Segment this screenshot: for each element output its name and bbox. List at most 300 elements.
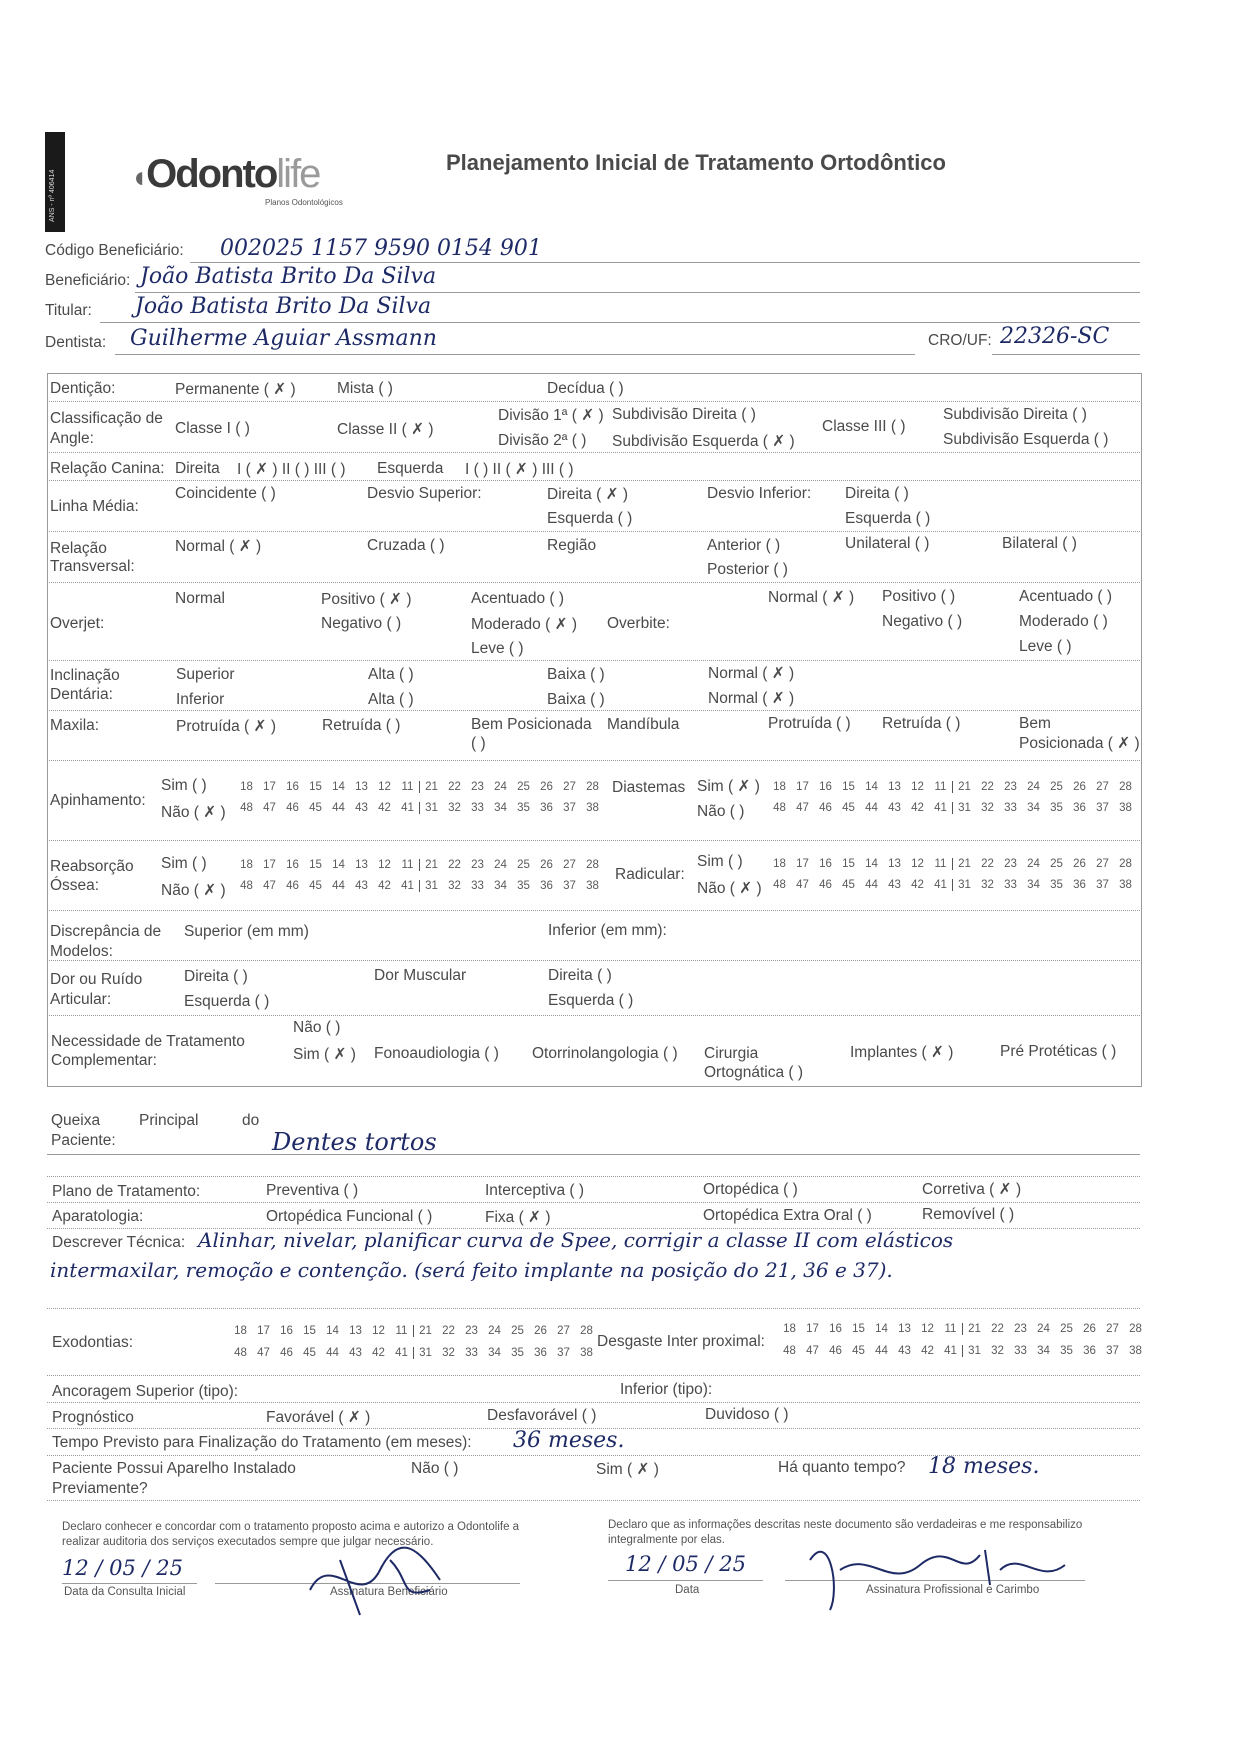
tooth-number[interactable]: 22 <box>442 1325 455 1337</box>
data-consulta-label: Data da Consulta Inicial <box>64 1586 186 1598</box>
tecnica-line-1[interactable]: Alinhar, nivelar, planificar curva de Spee, corrigir a classe II com elásticos <box>198 1228 954 1252</box>
tooth-number[interactable]: 17 <box>796 858 809 870</box>
tooth-number[interactable]: 41 <box>401 802 414 814</box>
tooth-number[interactable]: 43 <box>888 879 901 891</box>
tooth-number[interactable]: 15 <box>842 858 855 870</box>
tooth-number[interactable]: 43 <box>888 802 901 814</box>
tooth-number[interactable]: 34 <box>494 880 507 892</box>
tooth-number[interactable]: 34 <box>1037 1345 1050 1357</box>
tooth-number[interactable]: 22 <box>448 859 461 871</box>
tooth-number[interactable]: 28 <box>1129 1323 1142 1335</box>
tooth-number[interactable]: 45 <box>852 1345 865 1357</box>
tooth-number[interactable]: 22 <box>981 858 994 870</box>
linha-media-coincidente[interactable]: Coincidente ( ) <box>175 485 276 502</box>
tooth-number[interactable]: 24 <box>488 1325 501 1337</box>
tooth-number[interactable]: 14 <box>865 781 878 793</box>
tooth-number[interactable]: 36 <box>534 1347 547 1359</box>
tooth-number[interactable]: 15 <box>842 781 855 793</box>
tooth-number[interactable]: 42 <box>911 879 924 891</box>
tooth-number[interactable]: 12 <box>372 1325 385 1337</box>
tooth-number[interactable]: 45 <box>309 802 322 814</box>
tooth-number[interactable]: 45 <box>842 879 855 891</box>
tooth-number[interactable]: 36 <box>1073 879 1086 891</box>
angle-classe-1[interactable]: Classe I ( ) <box>175 420 250 437</box>
tooth-number[interactable]: 31 <box>952 802 976 814</box>
tooth-number[interactable]: 34 <box>494 802 507 814</box>
tooth-number[interactable]: 44 <box>865 879 878 891</box>
tooth-number[interactable]: 26 <box>540 859 553 871</box>
tooth-number[interactable]: 26 <box>1083 1323 1096 1335</box>
overjet-acentuado[interactable]: Acentuado ( ) <box>471 590 565 607</box>
aparatologia-extra-oral[interactable]: Ortopédica Extra Oral ( ) <box>703 1207 872 1224</box>
tooth-number[interactable]: 37 <box>557 1347 570 1359</box>
tooth-number[interactable]: 33 <box>1004 802 1017 814</box>
tooth-number[interactable]: 17 <box>263 781 276 793</box>
tooth-number[interactable]: 37 <box>563 880 576 892</box>
tooth-number[interactable]: 36 <box>540 802 553 814</box>
tooth-number[interactable]: 17 <box>263 859 276 871</box>
tooth-number[interactable]: 23 <box>465 1325 478 1337</box>
tooth-number[interactable]: 33 <box>465 1347 478 1359</box>
maxila-bem-posicionada[interactable]: Bem Posicionada <box>471 716 592 733</box>
tooth-number[interactable]: 17 <box>796 781 809 793</box>
inclinacao-inferior-normal[interactable]: Normal ( ✗ ) <box>708 690 795 707</box>
tooth-number[interactable]: 45 <box>842 802 855 814</box>
complementar-implantes[interactable]: Implantes ( ✗ ) <box>850 1044 954 1061</box>
tooth-number[interactable]: 46 <box>280 1347 293 1359</box>
prognostico-desfavoravel[interactable]: Desfavorável ( ) <box>487 1407 597 1424</box>
tooth-number[interactable]: 21 <box>413 1325 437 1337</box>
tooth-number[interactable]: 27 <box>1106 1323 1119 1335</box>
tooth-number[interactable]: 37 <box>1096 802 1109 814</box>
tooth-number[interactable]: 46 <box>829 1345 842 1357</box>
mandibula-retruida[interactable]: Retruída ( ) <box>882 715 961 732</box>
tooth-number[interactable]: 24 <box>1027 781 1040 793</box>
tooth-number[interactable]: 25 <box>1050 781 1063 793</box>
maxila-bem-posicionada-mark[interactable]: ( ) <box>471 735 486 752</box>
inclinacao-superior-normal[interactable]: Normal ( ✗ ) <box>708 665 795 682</box>
aparelho-sim[interactable]: Sim ( ✗ ) <box>596 1461 659 1478</box>
tooth-number[interactable]: 23 <box>1004 858 1017 870</box>
tooth-number[interactable]: 37 <box>1096 879 1109 891</box>
tecnica-line-2[interactable]: intermaxilar, remoção e contenção. (será feito implante na posição do 21, 36 e 37). <box>50 1258 893 1282</box>
tooth-number[interactable]: 44 <box>326 1347 339 1359</box>
tooth-number[interactable]: 43 <box>355 880 368 892</box>
tooth-number[interactable]: 21 <box>952 781 976 793</box>
angle-classe-3[interactable]: Classe III ( ) <box>822 418 906 435</box>
tooth-number[interactable]: 25 <box>511 1325 524 1337</box>
tooth-number[interactable]: 21 <box>419 859 443 871</box>
ruido-direita[interactable]: Direita ( ) <box>184 968 248 985</box>
tooth-number[interactable]: 22 <box>991 1323 1004 1335</box>
tooth-number[interactable]: 28 <box>586 859 599 871</box>
transversal-cruzada[interactable]: Cruzada ( ) <box>367 537 445 554</box>
tooth-number[interactable]: 16 <box>286 859 299 871</box>
tooth-number[interactable]: 17 <box>806 1323 819 1335</box>
tooth-number[interactable]: 18 <box>240 781 253 793</box>
tooth-number[interactable]: 12 <box>911 781 924 793</box>
tooth-number[interactable]: 35 <box>1050 802 1063 814</box>
beneficiario-value[interactable]: João Batista Brito Da Silva <box>140 264 437 289</box>
radicular-teeth-lower <box>768 879 1137 891</box>
transversal-bilateral[interactable]: Bilateral ( ) <box>1002 535 1077 552</box>
tooth-number[interactable]: 18 <box>773 781 786 793</box>
prognostico-duvidoso[interactable]: Duvidoso ( ) <box>705 1406 789 1423</box>
tooth-number[interactable]: 11 <box>401 859 414 871</box>
tooth-number[interactable]: 13 <box>888 781 901 793</box>
tooth-number[interactable]: 32 <box>448 880 461 892</box>
tooth-number[interactable]: 27 <box>557 1325 570 1337</box>
angle-classe3-subdir[interactable]: Subdivisão Direita ( ) <box>943 406 1087 423</box>
ancoragem-superior[interactable]: Ancoragem Superior (tipo): <box>52 1383 239 1400</box>
tooth-number[interactable]: 22 <box>448 781 461 793</box>
transversal-posterior[interactable]: Posterior ( ) <box>707 561 788 578</box>
reabsorcao-nao[interactable]: Não ( ✗ ) <box>161 882 226 899</box>
radicular-sim[interactable]: Sim ( ) <box>697 853 743 870</box>
complementar-otorrino[interactable]: Otorrinolangologia ( ) <box>532 1045 678 1062</box>
tooth-number[interactable]: 14 <box>865 858 878 870</box>
tooth-number[interactable]: 47 <box>796 802 809 814</box>
tooth-number[interactable]: 46 <box>286 880 299 892</box>
tooth-number[interactable]: 14 <box>332 781 345 793</box>
tooth-number[interactable]: 43 <box>898 1345 911 1357</box>
ruido-esquerda[interactable]: Esquerda ( ) <box>184 993 270 1010</box>
plano-interceptiva[interactable]: Interceptiva ( ) <box>485 1182 585 1199</box>
overjet-normal[interactable]: Normal <box>175 590 225 607</box>
titular-value[interactable]: João Batista Brito Da Silva <box>135 294 432 319</box>
aparelho-ha-quanto-value[interactable]: 18 meses. <box>928 1454 1040 1479</box>
tooth-number[interactable]: 28 <box>1119 781 1132 793</box>
tooth-number[interactable]: 23 <box>471 781 484 793</box>
tooth-number[interactable]: 21 <box>419 781 443 793</box>
tooth-number[interactable]: 25 <box>517 781 530 793</box>
tooth-number[interactable]: 48 <box>240 802 253 814</box>
apinhamento-sim[interactable]: Sim ( ) <box>161 777 207 794</box>
tooth-number[interactable]: 33 <box>471 880 484 892</box>
tooth-number[interactable]: 32 <box>981 802 994 814</box>
transversal-normal[interactable]: Normal ( ✗ ) <box>175 538 262 555</box>
angle-classe-2[interactable]: Classe II ( ✗ ) <box>337 421 434 438</box>
tooth-number[interactable]: 38 <box>586 802 599 814</box>
tooth-number[interactable]: 42 <box>378 802 391 814</box>
tooth-number[interactable]: 41 <box>934 879 947 891</box>
tooth-number[interactable]: 42 <box>378 880 391 892</box>
tooth-number[interactable]: 12 <box>378 781 391 793</box>
tooth-number[interactable]: 35 <box>1060 1345 1073 1357</box>
tooth-number[interactable]: 47 <box>257 1347 270 1359</box>
dentista-value[interactable]: Guilherme Aguiar Assmann <box>130 326 437 351</box>
tooth-number[interactable]: 46 <box>819 802 832 814</box>
tooth-number[interactable]: 45 <box>309 880 322 892</box>
data-profissional-value[interactable]: 12 / 05 / 25 <box>625 1552 747 1576</box>
tooth-number[interactable]: 38 <box>580 1347 593 1359</box>
tooth-number[interactable]: 24 <box>494 859 507 871</box>
tooth-number[interactable]: 34 <box>1027 879 1040 891</box>
denticao-decidua[interactable]: Decídua ( ) <box>547 380 624 397</box>
tooth-number[interactable]: 47 <box>263 802 276 814</box>
apinhamento-nao[interactable]: Não ( ✗ ) <box>161 804 226 821</box>
tooth-number[interactable]: 33 <box>471 802 484 814</box>
aparatologia-removivel[interactable]: Removível ( ) <box>922 1206 1015 1223</box>
tooth-number[interactable]: 45 <box>303 1347 316 1359</box>
tooth-number[interactable]: 12 <box>911 858 924 870</box>
tooth-number[interactable]: 31 <box>962 1345 986 1357</box>
tooth-number[interactable]: 28 <box>580 1325 593 1337</box>
tooth-number[interactable]: 41 <box>401 880 414 892</box>
diastemas-sim[interactable]: Sim ( ✗ ) <box>697 778 760 795</box>
tooth-number[interactable]: 35 <box>517 802 530 814</box>
tooth-number[interactable]: 13 <box>355 859 368 871</box>
queixa-value[interactable]: Dentes tortos <box>272 1128 437 1156</box>
inclinacao-superior: Superior <box>176 666 235 683</box>
tooth-number[interactable]: 38 <box>586 880 599 892</box>
tooth-number[interactable]: 14 <box>332 859 345 871</box>
linha-media-inf-esquerda[interactable]: Esquerda ( ) <box>845 510 931 527</box>
tooth-number[interactable]: 24 <box>494 781 507 793</box>
tooth-number[interactable]: 16 <box>280 1325 293 1337</box>
tooth-number[interactable]: 32 <box>448 802 461 814</box>
overjet-label: Overjet: <box>50 615 105 632</box>
tooth-number[interactable]: 42 <box>372 1347 385 1359</box>
tooth-number[interactable]: 11 <box>934 781 947 793</box>
tooth-number[interactable]: 15 <box>309 781 322 793</box>
inclinacao-superior-baixa[interactable]: Baixa ( ) <box>547 666 605 683</box>
reabsorcao-sim[interactable]: Sim ( ) <box>161 855 207 872</box>
tooth-number[interactable]: 47 <box>806 1345 819 1357</box>
tooth-number[interactable]: 25 <box>517 859 530 871</box>
tooth-number[interactable]: 33 <box>1014 1345 1027 1357</box>
ancoragem-inferior[interactable]: Inferior (tipo): <box>620 1381 713 1398</box>
prognostico-favoravel[interactable]: Favorável ( ✗ ) <box>266 1409 371 1426</box>
mandibula-bem-posicionada[interactable]: Posicionada ( ✗ ) <box>1019 735 1140 752</box>
aparatologia-fixa[interactable]: Fixa ( ✗ ) <box>485 1209 551 1226</box>
tooth-number[interactable]: 16 <box>286 781 299 793</box>
dor-muscular-direita[interactable]: Direita ( ) <box>548 967 612 984</box>
tooth-number[interactable]: 31 <box>413 1347 437 1359</box>
aparatologia-funcional[interactable]: Ortopédica Funcional ( ) <box>266 1208 433 1225</box>
plano-ortopedica[interactable]: Ortopédica ( ) <box>703 1181 798 1198</box>
tooth-number[interactable]: 46 <box>286 802 299 814</box>
complementar-fono[interactable]: Fonoaudiologia ( ) <box>374 1045 499 1062</box>
tempo-value[interactable]: 36 meses. <box>513 1428 625 1453</box>
reabsorcao-label-1: Reabsorção <box>50 858 134 875</box>
tooth-number[interactable]: 34 <box>1027 802 1040 814</box>
tooth-number[interactable]: 37 <box>563 802 576 814</box>
tooth-number[interactable]: 48 <box>773 802 786 814</box>
aparelho-nao[interactable]: Não ( ) <box>411 1460 459 1477</box>
tooth-number[interactable]: 21 <box>952 858 976 870</box>
overbite-acentuado[interactable]: Acentuado ( ) <box>1019 588 1113 605</box>
tooth-number[interactable]: 13 <box>888 858 901 870</box>
linha-media-inf-direita[interactable]: Direita ( ) <box>845 485 909 502</box>
tooth-number[interactable]: 38 <box>1129 1345 1142 1357</box>
tooth-number[interactable]: 26 <box>540 781 553 793</box>
tooth-number[interactable]: 33 <box>1004 879 1017 891</box>
tooth-number[interactable]: 28 <box>1119 858 1132 870</box>
transversal-unilateral[interactable]: Unilateral ( ) <box>845 535 930 552</box>
tooth-number[interactable]: 26 <box>1073 781 1086 793</box>
tooth-number[interactable]: 43 <box>349 1347 362 1359</box>
inclinacao-inferior-baixa[interactable]: Baixa ( ) <box>547 691 605 708</box>
complementar-pre-proteticas[interactable]: Pré Protéticas ( ) <box>1000 1043 1117 1060</box>
complementar-label-2: Complementar: <box>51 1052 157 1069</box>
radicular-nao[interactable]: Não ( ✗ ) <box>697 880 762 897</box>
complementar-nao[interactable]: Não ( ) <box>293 1019 341 1036</box>
tooth-number[interactable]: 46 <box>819 879 832 891</box>
tooth-number[interactable]: 13 <box>349 1325 362 1337</box>
tooth-number[interactable]: 36 <box>540 880 553 892</box>
tooth-number[interactable]: 32 <box>981 879 994 891</box>
overbite-leve[interactable]: Leve ( ) <box>1019 638 1072 655</box>
tooth-number[interactable]: 31 <box>952 879 976 891</box>
tooth-number[interactable]: 42 <box>911 802 924 814</box>
tooth-number[interactable]: 18 <box>783 1323 796 1335</box>
tooth-number[interactable]: 24 <box>1027 858 1040 870</box>
complementar-label-1: Necessidade de Tratamento <box>51 1033 245 1050</box>
overjet-negativo[interactable]: Negativo ( ) <box>321 615 402 632</box>
transversal-anterior[interactable]: Anterior ( ) <box>707 537 781 554</box>
tooth-number[interactable]: 26 <box>534 1325 547 1337</box>
discrepancia-inferior[interactable]: Inferior (em mm): <box>548 922 667 939</box>
tooth-number[interactable]: 36 <box>1083 1345 1096 1357</box>
tooth-number[interactable]: 43 <box>355 802 368 814</box>
tooth-number[interactable]: 27 <box>1096 858 1109 870</box>
diastemas-nao[interactable]: Não ( ) <box>697 803 745 820</box>
tooth-number[interactable]: 44 <box>332 802 345 814</box>
complementar-sim[interactable]: Sim ( ✗ ) <box>293 1046 356 1063</box>
overjet-positivo[interactable]: Positivo ( ✗ ) <box>321 591 412 608</box>
tooth-number[interactable]: 32 <box>991 1345 1004 1357</box>
tooth-number[interactable]: 32 <box>442 1347 455 1359</box>
tooth-number[interactable]: 16 <box>819 781 832 793</box>
transversal-regiao: Região <box>547 537 597 554</box>
tooth-number[interactable]: 22 <box>981 781 994 793</box>
denticao-mista[interactable]: Mista ( ) <box>337 380 393 397</box>
plano-preventiva[interactable]: Preventiva ( ) <box>266 1182 359 1199</box>
angle-classe3-subesq[interactable]: Subdivisão Esquerda ( ) <box>943 431 1109 448</box>
tooth-number[interactable]: 14 <box>326 1325 339 1337</box>
tooth-number[interactable]: 23 <box>471 859 484 871</box>
tooth-number[interactable]: 47 <box>263 880 276 892</box>
tooth-number[interactable]: 35 <box>511 1347 524 1359</box>
tooth-number[interactable]: 18 <box>240 859 253 871</box>
angle-divisao-2[interactable]: Divisão 2ª ( ) <box>498 432 587 449</box>
tooth-number[interactable]: 48 <box>773 879 786 891</box>
tooth-number[interactable]: 25 <box>1060 1323 1073 1335</box>
tooth-number[interactable]: 15 <box>303 1325 316 1337</box>
tooth-number[interactable]: 13 <box>898 1323 911 1335</box>
plano-corretiva[interactable]: Corretiva ( ✗ ) <box>922 1181 1022 1198</box>
tooth-number[interactable]: 48 <box>234 1347 247 1359</box>
tooth-number[interactable]: 14 <box>875 1323 888 1335</box>
overbite-negativo[interactable]: Negativo ( ) <box>882 613 963 630</box>
tooth-number[interactable]: 15 <box>852 1323 865 1335</box>
tooth-number[interactable]: 11 <box>395 1325 408 1337</box>
maxila-protruida[interactable]: Protruída ( ✗ ) <box>176 718 276 735</box>
tooth-number[interactable]: 28 <box>586 781 599 793</box>
mandibula-protruida[interactable]: Protruída ( ) <box>768 715 851 732</box>
tooth-number[interactable]: 41 <box>395 1347 408 1359</box>
tooth-number[interactable]: 26 <box>1073 858 1086 870</box>
tooth-number[interactable]: 27 <box>563 781 576 793</box>
tooth-number[interactable]: 18 <box>773 858 786 870</box>
tooth-number[interactable]: 12 <box>378 859 391 871</box>
tooth-number[interactable]: 38 <box>1119 802 1132 814</box>
tooth-number[interactable]: 35 <box>1050 879 1063 891</box>
codigo-value[interactable]: 002025 1157 9590 0154 901 <box>220 236 542 261</box>
tooth-number[interactable]: 44 <box>875 1345 888 1357</box>
tooth-number[interactable]: 48 <box>240 880 253 892</box>
beneficiario-label: Beneficiário: <box>45 272 131 289</box>
tooth-number[interactable]: 42 <box>921 1345 934 1357</box>
tooth-number[interactable]: 18 <box>234 1325 247 1337</box>
tooth-number[interactable]: 34 <box>488 1347 501 1359</box>
tooth-number[interactable]: 15 <box>309 859 322 871</box>
tooth-number[interactable]: 13 <box>355 781 368 793</box>
linha-media-sup-esquerda[interactable]: Esquerda ( ) <box>547 510 633 527</box>
tooth-number[interactable]: 12 <box>921 1323 934 1335</box>
tooth-number[interactable]: 37 <box>1106 1345 1119 1357</box>
tooth-number[interactable]: 23 <box>1014 1323 1027 1335</box>
overbite-positivo[interactable]: Positivo ( ) <box>882 588 956 605</box>
discrepancia-superior[interactable]: Superior (em mm) <box>184 923 309 940</box>
tooth-number[interactable]: 41 <box>944 1345 957 1357</box>
tooth-number[interactable]: 31 <box>419 880 443 892</box>
overbite-normal[interactable]: Normal ( ✗ ) <box>768 589 855 606</box>
tooth-number[interactable]: 48 <box>783 1345 796 1357</box>
inclinacao-superior-alta[interactable]: Alta ( ) <box>368 666 414 683</box>
maxila-retruida[interactable]: Retruída ( ) <box>322 717 401 734</box>
dor-muscular-esquerda[interactable]: Esquerda ( ) <box>548 992 634 1009</box>
linha-media-sup-direita[interactable]: Direita ( ✗ ) <box>547 486 629 503</box>
tooth-number[interactable]: 23 <box>1004 781 1017 793</box>
overjet-moderado[interactable]: Moderado ( ✗ ) <box>471 616 578 633</box>
tooth-number[interactable]: 31 <box>419 802 443 814</box>
tooth-number[interactable]: 11 <box>401 781 414 793</box>
overbite-moderado[interactable]: Moderado ( ) <box>1019 613 1108 630</box>
tooth-number[interactable]: 24 <box>1037 1323 1050 1335</box>
tooth-number[interactable]: 44 <box>865 802 878 814</box>
canina-direita-opts[interactable]: I ( ✗ ) II ( ) III ( ) <box>237 461 346 478</box>
angle-subdivisao-direita[interactable]: Subdivisão Direita ( ) <box>612 406 756 423</box>
tooth-number[interactable]: 44 <box>332 880 345 892</box>
tooth-number[interactable]: 17 <box>257 1325 270 1337</box>
tooth-number[interactable]: 16 <box>819 858 832 870</box>
tooth-number[interactable]: 11 <box>934 858 947 870</box>
denticao-permanente[interactable]: Permanente ( ✗ ) <box>175 381 296 398</box>
tooth-number[interactable]: 21 <box>962 1323 986 1335</box>
tooth-number[interactable]: 47 <box>796 879 809 891</box>
tooth-number[interactable]: 16 <box>829 1323 842 1335</box>
tooth-number[interactable]: 36 <box>1073 802 1086 814</box>
angle-divisao-1[interactable]: Divisão 1ª ( ✗ ) <box>498 407 604 424</box>
data-consulta-value[interactable]: 12 / 05 / 25 <box>62 1556 184 1580</box>
cro-value[interactable]: 22326-SC <box>1000 324 1110 349</box>
angle-subdivisao-esquerda[interactable]: Subdivisão Esquerda ( ✗ ) <box>612 433 795 450</box>
tooth-number[interactable]: 11 <box>944 1323 957 1335</box>
overjet-leve[interactable]: Leve ( ) <box>471 640 524 657</box>
complementar-ortognatica[interactable]: Ortognática ( ) <box>704 1064 804 1081</box>
tooth-number[interactable]: 41 <box>934 802 947 814</box>
tooth-number[interactable]: 38 <box>1119 879 1132 891</box>
tooth-number[interactable]: 27 <box>563 859 576 871</box>
tooth-number[interactable]: 27 <box>1096 781 1109 793</box>
inclinacao-inferior-alta[interactable]: Alta ( ) <box>368 691 414 708</box>
tooth-number[interactable]: 35 <box>517 880 530 892</box>
tooth-number[interactable]: 25 <box>1050 858 1063 870</box>
canina-esquerda-opts[interactable]: I ( ) II ( ✗ ) III ( ) <box>465 461 574 478</box>
canina-esquerda: Esquerda <box>377 460 444 477</box>
